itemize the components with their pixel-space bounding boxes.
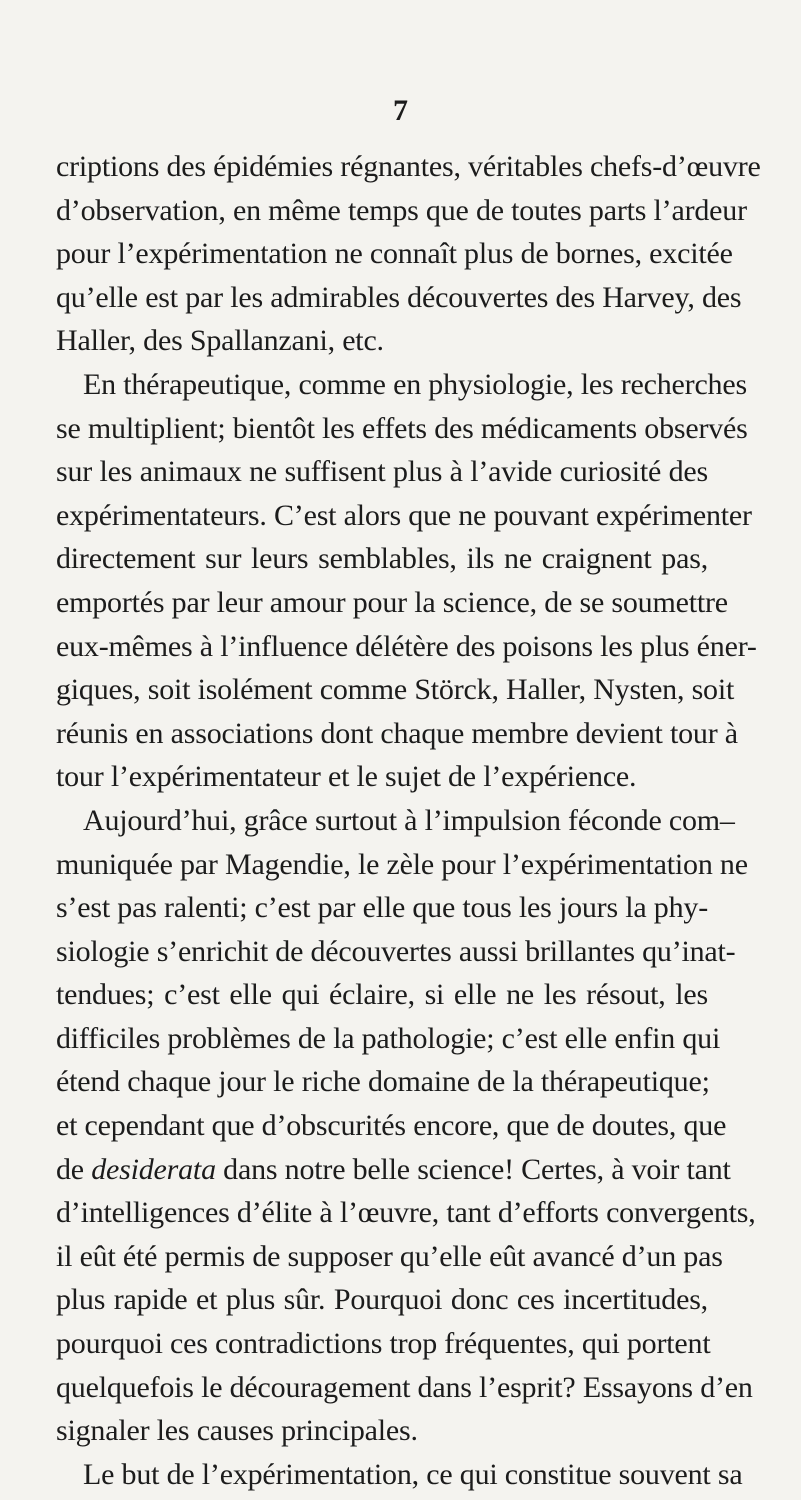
text-line: expérimentateurs. C’est alors que ne pouvant expérimenter <box>56 498 752 532</box>
text-line: réunis en associations dont chaque membre devient tour à <box>56 716 738 750</box>
text-line: sur les animaux ne suffisent plus à l’avide curiosité des <box>56 455 708 489</box>
text-line: difficiles problèmes de la pathologie; c’est elle enfin qui <box>56 1021 721 1055</box>
text-line: d’intelligences d’élite à l’œuvre, tant d’efforts convergents, <box>56 1196 756 1230</box>
text-line: Haller, des Spallanzani, etc. <box>56 324 384 358</box>
text-line: étend chaque jour le riche domaine de la thérapeutique; <box>56 1065 710 1099</box>
text-line: En thérapeutique, comme en physiologie, les recherches <box>83 367 747 401</box>
text-segment: dans notre belle science! Certes, à voir tant <box>215 1152 731 1186</box>
text-line: Le but de l’expérimentation, ce qui constitue souvent sa <box>83 1457 743 1491</box>
italic-term: desiderata <box>91 1152 216 1186</box>
page-number: 7 <box>393 94 408 127</box>
text-line: eux-mêmes à l’influence délétère des poisons les plus éner- <box>56 629 757 663</box>
text-line: se multiplient; bientôt les effets des médicaments observés <box>56 411 748 445</box>
body-text <box>56 145 761 1496</box>
text-line: pour l’expérimentation ne connaît plus de bornes, excitée <box>56 237 733 271</box>
text-line: emportés par leur amour pour la science, de se soumettre <box>56 585 728 619</box>
text-segment: de <box>56 1152 92 1186</box>
text-line: d’observation, en même temps que de toutes parts l’ardeur <box>56 193 747 227</box>
text-line: s’est pas ralenti; c’est par elle que tous les jours la phy- <box>56 891 708 925</box>
text-line <box>56 1148 731 1192</box>
text-line: directement sur leurs semblables, ils ne craignent pas, <box>56 542 708 576</box>
text-line: quelquefois le découragement dans l’esprit? Essayons d’en <box>56 1370 753 1404</box>
text-line: il eût été permis de supposer qu’elle eût avancé d’un pas <box>56 1239 723 1273</box>
text-line: qu’elle est par les admirables découvertes des Harvey, des <box>56 280 742 314</box>
text-line: muniquée par Magendie, le zèle pour l’expérimentation ne <box>56 847 748 881</box>
text-line: plus rapide et plus sûr. Pourquoi donc ces incertitudes, <box>56 1283 708 1317</box>
text-line: tendues; c’est elle qui éclaire, si elle ne les résout, les <box>56 978 708 1012</box>
text-line: criptions des épidémies régnantes, véritables chefs-d’œuvre <box>56 150 761 183</box>
text-line: signaler les causes principales. <box>56 1414 418 1448</box>
text-line: siologie s’enrichit de découvertes aussi brillantes qu’inat- <box>56 934 736 968</box>
text-line: pourquoi ces contradictions trop fréquentes, qui portent <box>56 1327 711 1361</box>
text-line: giques, soit isolément comme Störck, Haller, Nysten, soit <box>56 673 735 707</box>
text-line: et cependant que d’obscurités encore, que de doutes, que <box>56 1109 727 1143</box>
text-line: Aujourd’hui, grâce surtout à l’impulsion féconde com– <box>83 803 735 837</box>
text-line: tour l’expérimentateur et le sujet de l’expérience. <box>56 760 637 794</box>
